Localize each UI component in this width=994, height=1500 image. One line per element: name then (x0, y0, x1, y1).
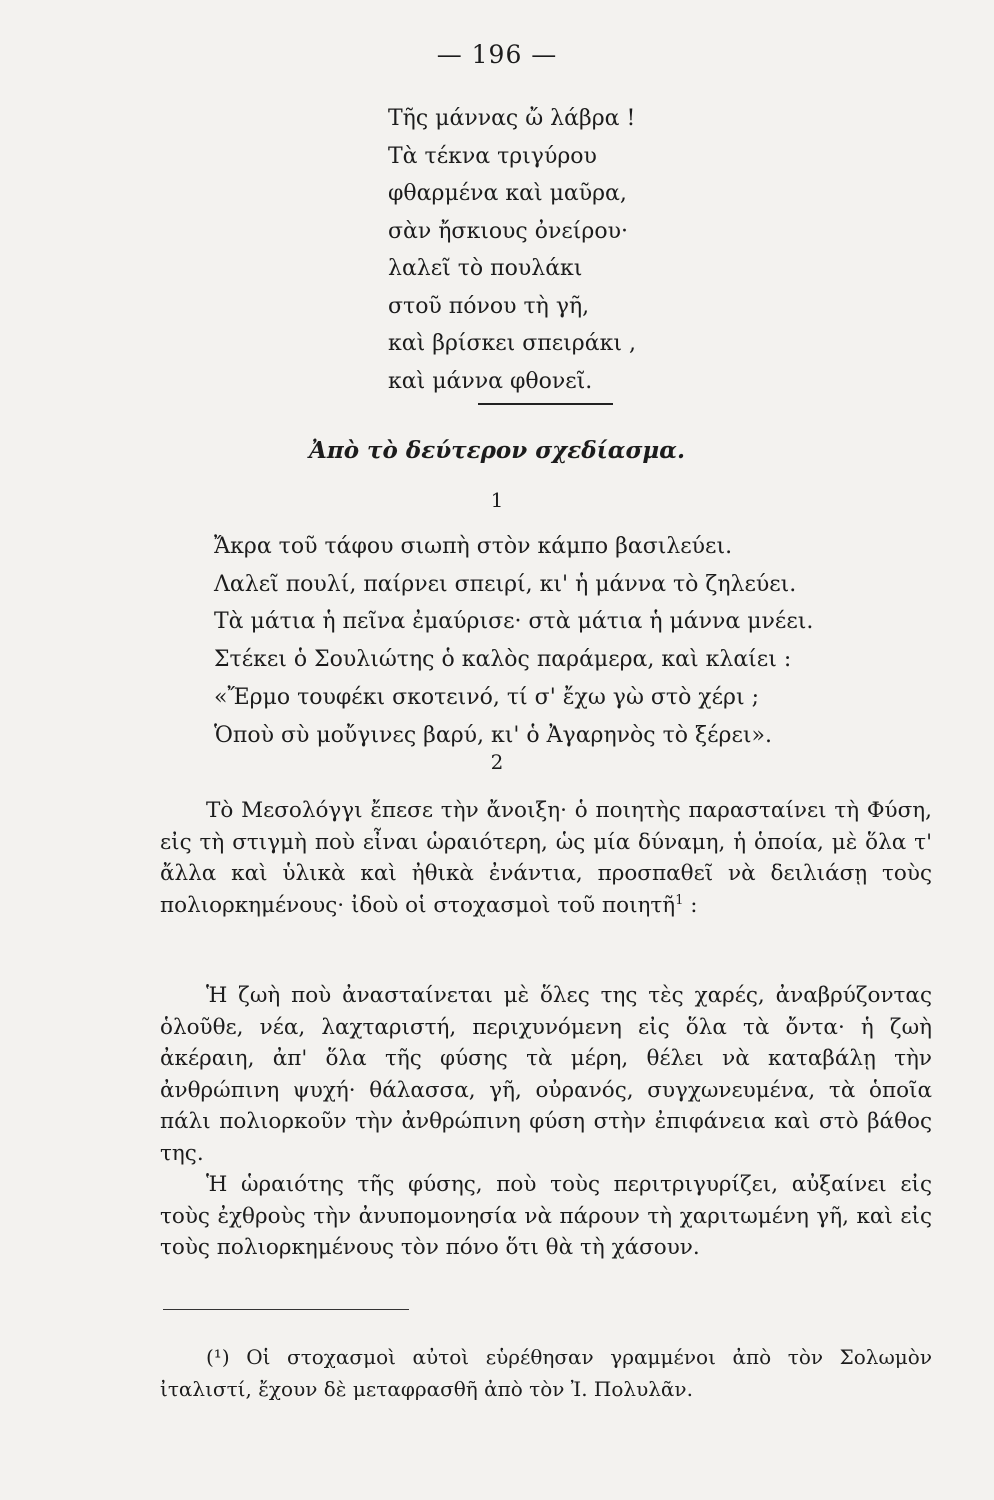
page-number: — 196 — (436, 40, 558, 69)
commentary-intro (160, 795, 932, 921)
poem-line: Λαλεῖ πουλί, παίρνει σπειρί, κι' ἡ μάννα τὸ ζηλεύει. (214, 571, 797, 597)
poem-line: καὶ μάννα φθονεῖ. (388, 368, 593, 394)
poem-line: Τὰ τέκνα τριγύρου (388, 143, 597, 169)
paragraph: Ἡ ζωὴ ποὺ ἀνασταίνεται μὲ ὅλες της τὲς χαρές, ἀναβρύζοντας ὁλοῦθε, νέα, λαχταριστή, περιχυνόμενη εἰς ὅλα τὰ ὄντα· ἡ ζωὴ ἀκέραιη, ἀπ' ὅλα τῆς φύσης τὰ μέρη, θέλει νὰ καταβάλῃ τὴν ἀνθρώπινη ψυχή· θάλασσα, γῆ, οὐρανός, συγχωνευμένα, τὰ ὁποῖα πάλι πολιορκοῦν τὴν ἀνθρώπινη φύση στὴν ἐπιφάνεια καὶ στὸ βάθος της. (160, 983, 932, 1166)
paragraph (160, 795, 932, 921)
footnote-text: Οἱ στοχασμοὶ αὐτοὶ εὑρέθησαν γραμμένοι ἀπὸ τὸν Σολωμὸν ἰταλιστί, ἔχουν δὲ μεταφρασθῆ ἀπὸ τὸν Ἰ. Πολυλᾶν. (160, 1345, 932, 1401)
fragment-number: 2 (490, 750, 504, 774)
footnote-paragraph (160, 1342, 932, 1405)
poem-line: «Ἔρμο τουφέκι σκοτεινό, τί σ' ἔχω γὼ στὸ χέρι ; (214, 684, 760, 710)
paragraph-tail: : (683, 892, 698, 918)
footnote-marker: (¹) (206, 1345, 230, 1369)
poem-line: λαλεῖ τὸ πουλάκι (388, 256, 583, 281)
poem-intro (388, 100, 636, 400)
fragment-number: 1 (490, 488, 504, 512)
poem-line: Τὰ μάτια ἡ πεῖνα ἐμαύρισε· στὰ μάτια ἡ μάννα μνέει. (214, 609, 814, 635)
section-divider (478, 403, 613, 405)
paragraph: Ἡ ὡραιότης τῆς φύσης, ποὺ τοὺς περιτριγυρίζει, αὐξαίνει εἰς τοὺς ἐχθροὺς τὴν ἀνυπομονησία νὰ πάρουν τὴ χαριτωμένη γῆ, καὶ εἰς τοὺς πολιορκημένους τὸν πόνο ὅτι θὰ τὴ χάσουν. (160, 1172, 932, 1260)
footnote-reference: 1 (675, 892, 684, 908)
poem-line: Στέκει ὁ Σουλιώτης ὁ καλὸς παράμερα, καὶ κλαίει : (214, 647, 792, 673)
footnote (160, 1342, 932, 1405)
poem-line: στοῦ πόνου τὴ γῆ, (388, 293, 590, 319)
poem-fragment (214, 528, 813, 754)
poem-line: Ὁποὺ σὺ μοὔγινες βαρύ, κι' ὁ Ἀγαρηνὸς τὸ ξέρει». (214, 722, 772, 748)
section-heading: Ἀπὸ τὸ δεύτερον σχεδίασμα. (309, 437, 685, 464)
poem-line: καὶ βρίσκει σπειράκι , (388, 331, 636, 356)
poem-line: Τῆς μάννας ὤ λάβρα ! (388, 106, 636, 131)
poem-line: σὰν ἤσκιους ὀνείρου· (388, 218, 628, 244)
footnote-divider (163, 1309, 409, 1310)
paragraph-text: Τὸ Μεσολόγγι ἔπεσε τὴν ἄνοιξη· ὁ ποιητὴς παρασταίνει τὴ Φύση, εἰς τὴ στιγμὴ ποὺ εἶναι ὡραιότερη, ὡς μία δύναμη, ἡ ὁποία, μὲ ὅλα τ' ἄλλα καὶ ὑλικὰ καὶ ἠθικὰ ἐνάντια, προσπαθεῖ νὰ δειλιάσῃ τοὺς πολιορκημένους· ἰδοὺ οἱ στοχασμοὶ τοῦ ποιητῆ (160, 798, 932, 918)
poem-line: φθαρμένα καὶ μαῦρα, (388, 181, 627, 206)
commentary-body (160, 980, 932, 1264)
poem-line: Ἄκρα τοῦ τάφου σιωπὴ στὸν κάμπο βασιλεύει. (214, 534, 733, 559)
